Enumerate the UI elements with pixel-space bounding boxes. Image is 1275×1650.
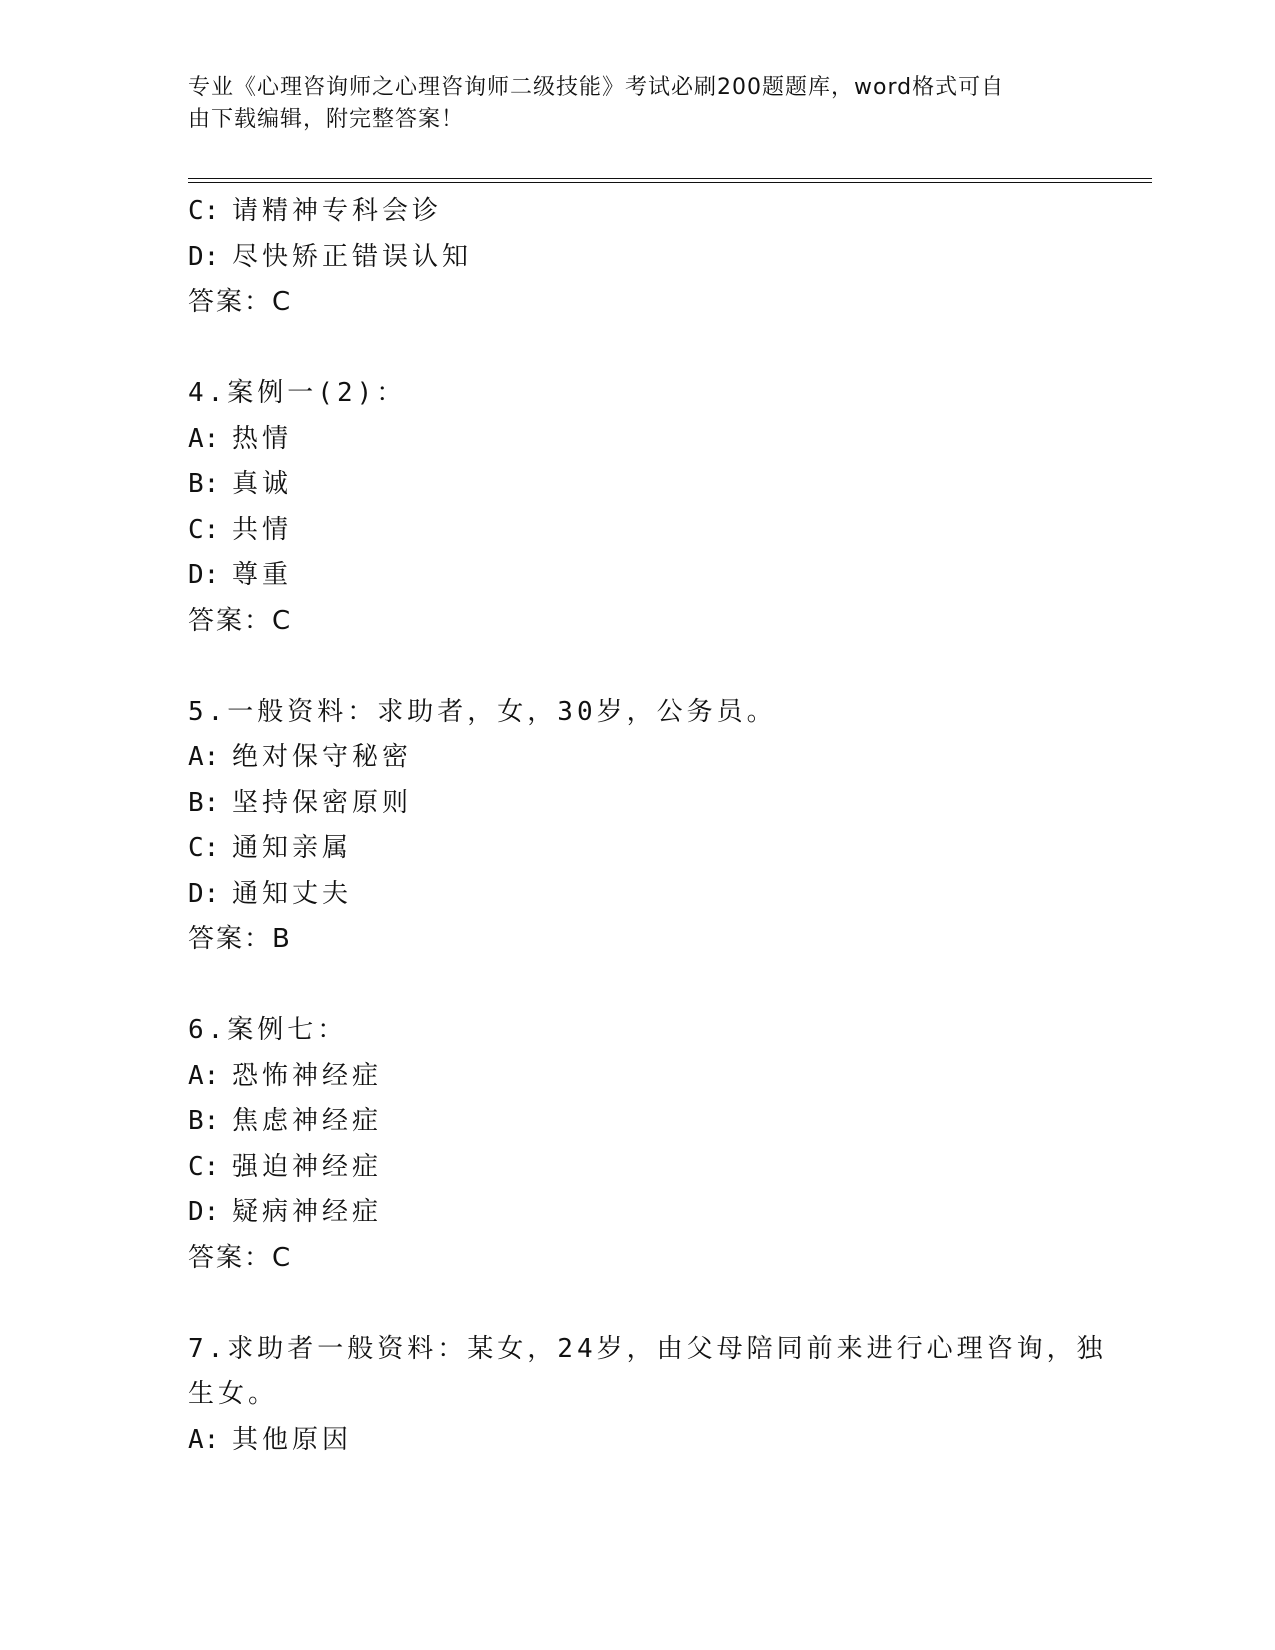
option-text: 尊重 bbox=[232, 560, 293, 590]
option-line bbox=[188, 735, 1068, 781]
option-line bbox=[188, 417, 1068, 463]
option-key: C: bbox=[188, 833, 220, 863]
option-line bbox=[188, 826, 1068, 872]
option-line bbox=[188, 1145, 1068, 1191]
option-line bbox=[188, 508, 1068, 554]
header-line-1: 专业《心理咨询师之心理咨询师二级技能》考试必刷200题题库，word格式可自 bbox=[188, 75, 1005, 100]
option-key: C: bbox=[188, 1151, 220, 1182]
option-key: A: bbox=[188, 1424, 220, 1455]
answer-line: 答案：C bbox=[188, 605, 293, 636]
option-text: 坚持保密原则 bbox=[232, 787, 413, 818]
document-content bbox=[188, 189, 1107, 1463]
answer-line: 答案：C bbox=[188, 287, 293, 317]
header-rule-bottom bbox=[188, 182, 1152, 183]
option-key: D: bbox=[188, 560, 220, 590]
option-line bbox=[188, 1418, 1068, 1464]
option-text: 请精神专科会诊 bbox=[232, 196, 443, 226]
option-text: 真诚 bbox=[232, 469, 293, 499]
option-text: 通知亲属 bbox=[232, 833, 353, 863]
option-text: 热情 bbox=[232, 423, 293, 454]
option-line bbox=[188, 1190, 1068, 1236]
option-key: B: bbox=[188, 1106, 220, 1136]
header-line-2: 由下载编辑，附完整答案！ bbox=[188, 107, 465, 132]
header-rule-top bbox=[188, 178, 1152, 179]
option-line bbox=[188, 235, 1068, 281]
option-text: 焦虑神经症 bbox=[232, 1106, 383, 1136]
option-text: 疑病神经症 bbox=[232, 1197, 383, 1227]
option-text: 绝对保守秘密 bbox=[232, 742, 413, 772]
option-key: A: bbox=[188, 423, 220, 454]
answer-line: 答案：C bbox=[188, 1242, 293, 1273]
question-stem: 7.求助者一般资料：某女，24岁，由父母陪同前来进行心理咨询，独 bbox=[188, 1333, 1107, 1364]
spacer bbox=[188, 644, 1068, 690]
option-text: 通知丈夫 bbox=[232, 878, 353, 909]
option-key: B: bbox=[188, 787, 220, 818]
option-line bbox=[188, 189, 1068, 235]
option-key: A: bbox=[188, 742, 220, 772]
option-text: 共情 bbox=[232, 514, 293, 545]
spacer bbox=[188, 963, 1068, 1009]
option-text: 其他原因 bbox=[232, 1424, 353, 1455]
answer-line: 答案：B bbox=[188, 924, 292, 954]
option-line bbox=[188, 462, 1068, 508]
question-stem: 5.一般资料：求助者，女，30岁，公务员。 bbox=[188, 696, 777, 727]
spacer bbox=[188, 326, 1068, 372]
option-key: A: bbox=[188, 1060, 220, 1091]
document-header bbox=[188, 72, 1068, 136]
option-text: 强迫神经症 bbox=[232, 1151, 383, 1182]
option-line bbox=[188, 1099, 1068, 1145]
option-line bbox=[188, 872, 1068, 918]
option-key: D: bbox=[188, 241, 220, 272]
option-line bbox=[188, 1054, 1068, 1100]
option-text: 尽快矫正错误认知 bbox=[232, 241, 473, 272]
question-stem: 6.案例七： bbox=[188, 1015, 348, 1045]
option-key: D: bbox=[188, 878, 220, 909]
question-stem: 4.案例一(2)： bbox=[188, 378, 407, 408]
spacer bbox=[188, 1281, 1068, 1327]
question-stem-continued: 生女。 bbox=[188, 1379, 279, 1409]
option-key: B: bbox=[188, 469, 220, 499]
option-key: D: bbox=[188, 1197, 220, 1227]
option-text: 恐怖神经症 bbox=[232, 1060, 383, 1091]
option-line bbox=[188, 553, 1068, 599]
option-line bbox=[188, 781, 1068, 827]
option-key: C: bbox=[188, 514, 220, 545]
option-key: C: bbox=[188, 196, 220, 226]
